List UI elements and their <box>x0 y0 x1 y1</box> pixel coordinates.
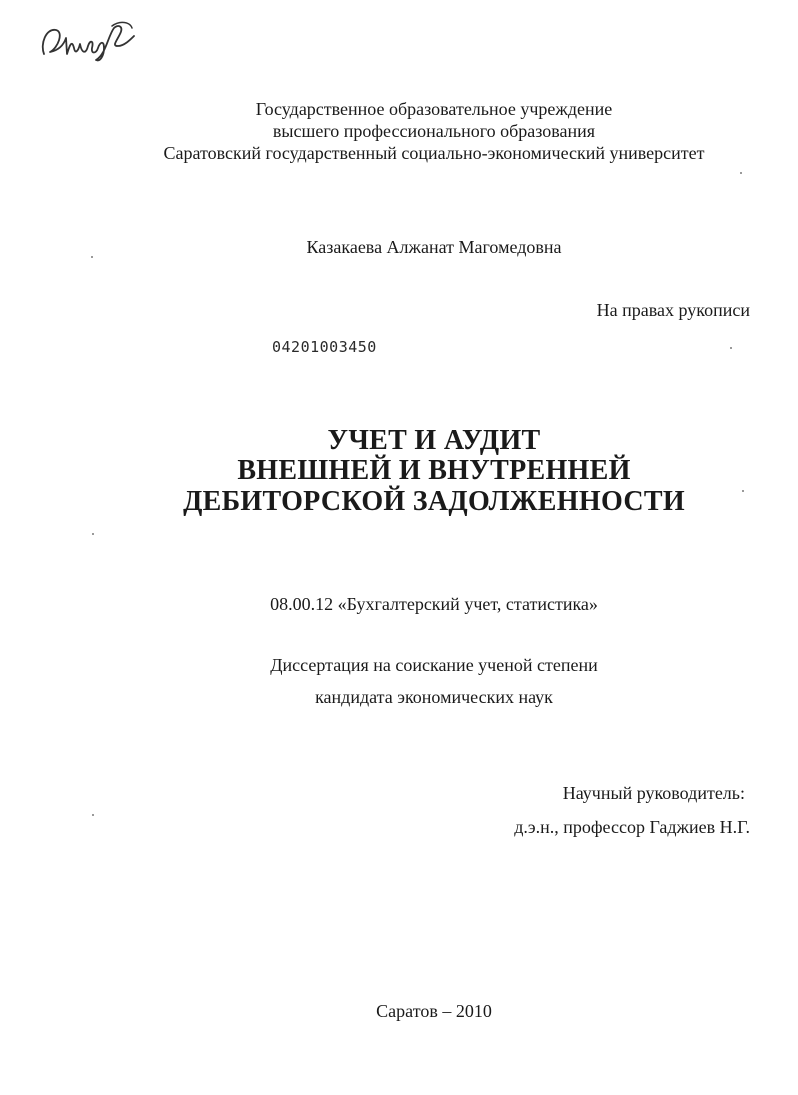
institution-line-1: Государственное образовательное учреждение <box>255 99 613 119</box>
scan-speck <box>730 347 732 349</box>
scan-speck <box>742 490 744 492</box>
title-line-2: ВНЕШНЕЙ И ВНУТРЕННЕЙ <box>237 455 631 486</box>
supervisor-name: д.э.н., профессор Гаджиев Н.Г. <box>514 817 750 837</box>
author-name: Казакаева Алжанат Магомедовна <box>306 237 562 257</box>
handwritten-signature <box>34 14 144 70</box>
scan-speck <box>92 533 94 535</box>
catalog-number: 04201003450 <box>272 338 377 356</box>
scan-speck <box>740 172 742 174</box>
rights-note: На правах рукописи <box>596 300 750 320</box>
city-year: Саратов – 2010 <box>376 1001 492 1021</box>
scan-speck <box>92 814 94 816</box>
supervisor-label: Научный руководитель: <box>562 783 745 803</box>
degree-line-1: Диссертация на соискание ученой степени <box>270 655 598 675</box>
institution-line-3: Саратовский государственный социально-экономический университет <box>163 143 705 163</box>
specialty-code: 08.00.12 «Бухгалтерский учет, статистика» <box>270 594 598 614</box>
title-line-3: ДЕБИТОРСКОЙ ЗАДОЛЖЕННОСТИ <box>183 486 685 517</box>
degree-line-2: кандидата экономических наук <box>315 687 553 707</box>
institution-line-2: высшего профессионального образования <box>272 121 596 141</box>
scan-speck <box>91 256 93 258</box>
title-line-1: УЧЕТ И АУДИТ <box>327 425 541 456</box>
